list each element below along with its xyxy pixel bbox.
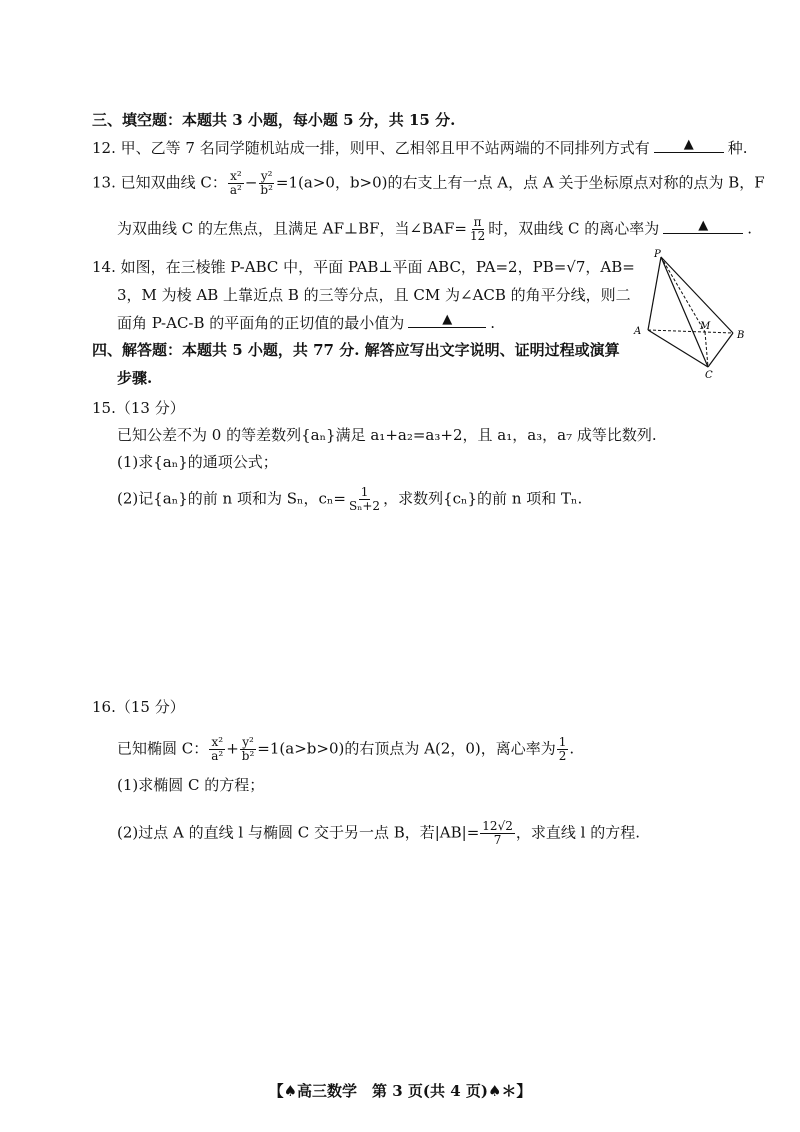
question-13-line2: 为双曲线 C 的左焦点，且满足 AF⊥BF，当∠BAF= $\frac{\pi}{12}$ 时，双曲线 C 的离心率为 ▲ .	[117, 215, 753, 243]
question-12	[92, 138, 748, 158]
q13-answer-blank	[663, 219, 743, 234]
page-footer: 【♠高三数学 第 3 页(共 4 页)♠＊】	[268, 1082, 532, 1100]
section4-heading-line2: 步骤.	[117, 369, 153, 387]
frac-x2-a2: $\frac{\text{x²}}{\text{a²}}$	[229, 169, 242, 197]
pyramid-figure	[628, 245, 758, 380]
q15-header: 15.（13 分）	[92, 399, 185, 417]
label-B: B	[737, 330, 745, 341]
edge-AB	[648, 330, 733, 333]
frac-ab: $\frac{12√2}{7}$	[482, 819, 513, 847]
question-14-line1: 14. 如图，在三棱锥 P-ABC 中，平面 PAB⊥平面 ABC，PA=2，PB=√7，AB=	[92, 258, 635, 276]
triangle-mark-icon: ▲	[683, 137, 694, 152]
q13-pre: 13. 已知双曲线 C：	[92, 173, 227, 192]
q16-part1: (1)求椭圆 C 的方程；	[117, 776, 265, 794]
q12-answer-blank	[654, 138, 724, 153]
frac-half: $\frac{1}{2}$	[558, 735, 567, 763]
edge-PB	[661, 257, 733, 333]
label-A: A	[634, 326, 642, 337]
q16-stem: 已知椭圆 C： $\frac{\text{x²}}{\text{a²}}$ + $\frac{\text{y²}}{\text{b²}}$ =1(a>b>0)的右顶点为 A(2，0)，离心率为 $\frac{1}{2}$ .	[117, 735, 575, 763]
label-M: M	[700, 321, 711, 332]
q14-answer-blank	[408, 313, 486, 328]
q13-line2-post: 时，双曲线 C 的离心率为	[488, 219, 660, 238]
q15-part1: (1)求{aₙ}的通项公式；	[117, 453, 278, 471]
q15-stem: 已知公差不为 0 的等差数列{aₙ}满足 a₁+a₂=a₃+2，且 a₁，a₃，a₇ 成等比数列.	[117, 426, 657, 444]
question-13: 13. 已知双曲线 C： $\frac{\text{x²}}{\text{a²}}$ − $\frac{\text{y²}}{\text{b²}}$ =1(a>0，b>0)的右支上有一点 A，点 A 关于坐标原点对称的点为 B，F	[92, 169, 765, 197]
q12-text: 12. 甲、乙等 7 名同学随机站成一排，则甲、乙相邻且甲不站两端的不同排列方式有	[92, 139, 650, 157]
q12-tail: 种.	[727, 139, 748, 157]
question-14-line3: 面角 P-AC-B 的平面角的正切值的最小值为 ▲ .	[117, 312, 496, 332]
q16-part2: (2)过点 A 的直线 l 与椭圆 C 交于另一点 B，若|AB|= $\frac{12√2}{7}$ ，求直线 l 的方程.	[117, 819, 640, 847]
edge-AC	[648, 330, 708, 367]
edge-PA	[648, 257, 661, 330]
edge-PM	[661, 257, 705, 332]
triangle-mark-icon: ▲	[442, 312, 453, 327]
question-14-line2: 3，M 为棱 AB 上靠近点 B 的三等分点，且 CM 为∠ACB 的角平分线，则二	[117, 286, 631, 304]
label-P: P	[654, 249, 661, 260]
edge-PC	[661, 257, 708, 367]
q13-mid: =1(a>0，b>0)的右支上有一点 A，点 A 关于坐标原点对称的点为 B，F	[275, 173, 765, 192]
edge-BC	[708, 333, 733, 367]
triangle-mark-icon: ▲	[698, 217, 709, 233]
frac-y2-b2-ellipse: $\frac{\text{y²}}{\text{b²}}$	[241, 735, 255, 763]
label-C: C	[705, 370, 713, 380]
frac-x2-a2-ellipse: $\frac{\text{x²}}{\text{a²}}$	[211, 735, 224, 763]
q13-line2-pre: 为双曲线 C 的左焦点，且满足 AF⊥BF，当∠BAF=	[117, 219, 467, 238]
section3-heading: 三、填空题：本题共 3 小题，每小题 5 分，共 15 分.	[92, 111, 456, 129]
frac-y2-b2: $\frac{\text{y²}}{\text{b²}}$	[260, 169, 273, 197]
frac-cn: $\frac{1}{\text{Sₙ+2}}$	[348, 485, 381, 513]
section4-heading: 四、解答题：本题共 5 小题，共 77 分. 解答应写出文字说明、证明过程或演算	[92, 341, 620, 359]
q15-part2: (2)记{aₙ}的前 n 项和为 Sₙ，cₙ= $\frac{1}{\text{Sₙ+2}}$ ，求数列{cₙ}的前 n 项和 Tₙ.	[117, 485, 583, 513]
frac-pi-12: $\frac{\pi}{12}$	[469, 215, 486, 243]
q16-header: 16.（15 分）	[92, 698, 185, 716]
